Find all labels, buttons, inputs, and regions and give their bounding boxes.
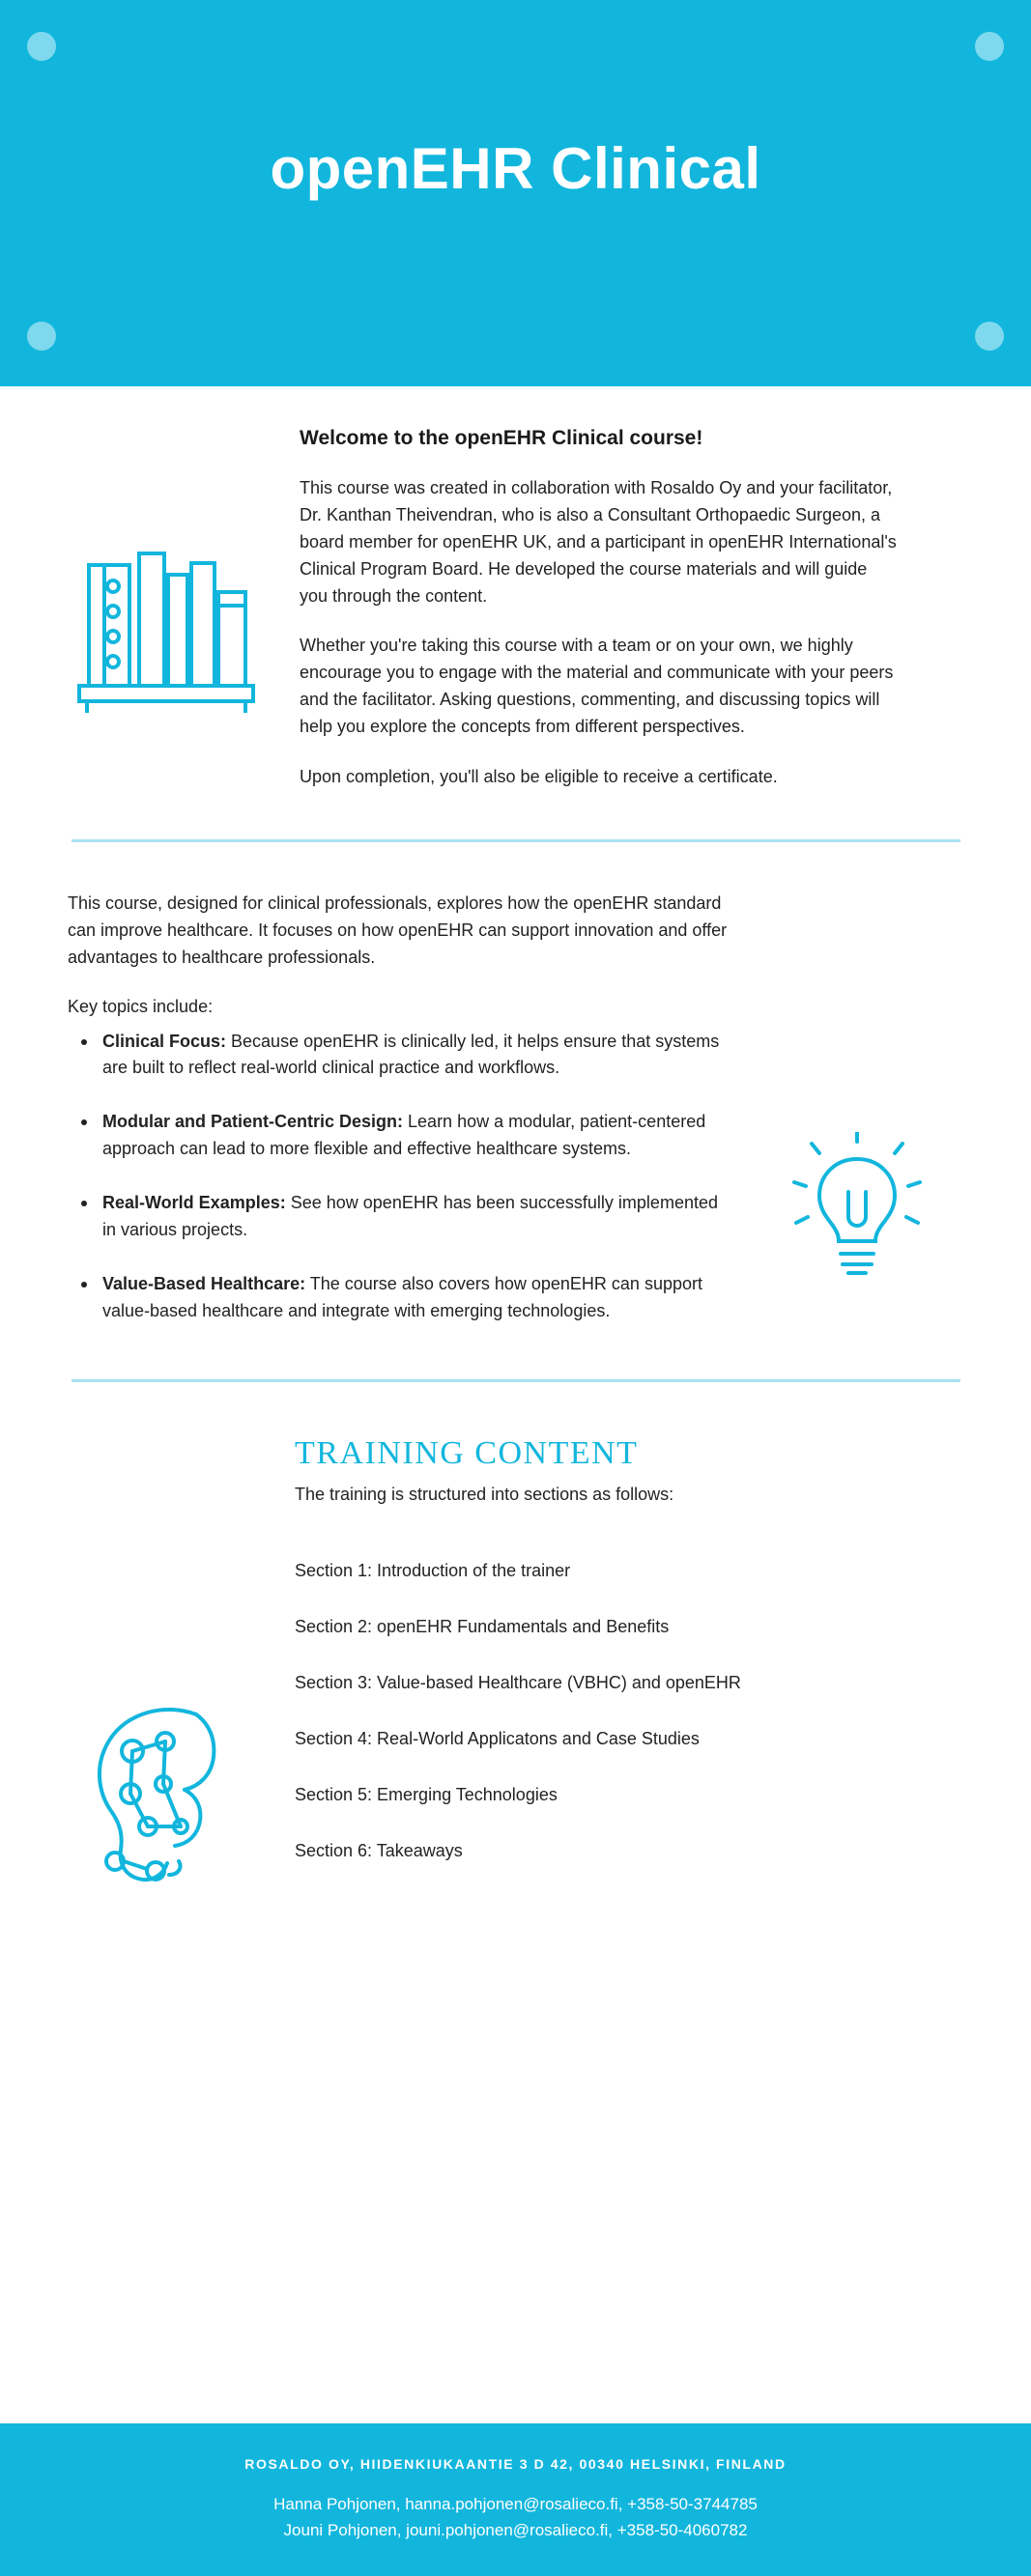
- topic-term: Value-Based Healthcare:: [102, 1273, 306, 1293]
- training-sections-list: [295, 1561, 963, 1861]
- topic-text: Because openEHR is clinically led, it helps ensure that systems are built to reflect real-world clinical practice and workflows.: [102, 1031, 720, 1078]
- list-item: [68, 1109, 725, 1163]
- books-icon: [68, 536, 261, 720]
- list-item: Section 6: Takeaways: [295, 1840, 463, 1860]
- topic-term: Real-World Examples:: [102, 1193, 286, 1213]
- decorative-dot-bottom-right: [975, 322, 1004, 351]
- list-item: Section 4: Real-World Applicatons and Case Studies: [295, 1728, 700, 1748]
- list-item: Section 2: openEHR Fundamentals and Benefits: [295, 1616, 670, 1636]
- intro-body: [300, 475, 899, 791]
- intro-paragraph-1: This course was created in collaboration with Rosaldo Oy and your facilitator, Dr. Kanthan Theivendran, who is also a Consultant Orthopaedic Surgeon, a board member for openEHR UK, and a participant in openEHR International's Clinical Program Board. He developed the course materials and will guide you through the content.: [300, 478, 897, 606]
- decorative-dot-top-left: [27, 32, 56, 61]
- footer-contact-2: Jouni Pohjonen, jouni.pohjonen@rosalieco.fi, +358-50-4060782: [283, 2521, 748, 2540]
- intro-section: [0, 386, 1031, 791]
- topic-text: Learn how a modular, patient-centered approach can lead to more flexible and effective healthcare systems.: [102, 1112, 706, 1159]
- decorative-dot-bottom-left: [27, 322, 56, 351]
- page-footer: [0, 2423, 1031, 2576]
- list-item: [68, 1271, 725, 1325]
- page-header: [0, 0, 1031, 386]
- overview-intro: This course, designed for clinical professionals, explores how the openEHR standard can improve healthcare. It focuses on how openEHR can support innovation and offer advantages to healthcare professionals.: [68, 892, 728, 967]
- training-content-section: [0, 1382, 1031, 1861]
- overview-section: [0, 842, 1031, 1325]
- list-item: Section 5: Emerging Technologies: [295, 1784, 558, 1804]
- key-topics-label: Key topics include:: [68, 996, 214, 1016]
- lightbulb-icon: [785, 1132, 930, 1291]
- topic-text: The course also covers how openEHR can support value-based healthcare and integrate with emerging technologies.: [102, 1273, 702, 1320]
- intro-paragraph-3: Upon completion, you'll also be eligible to receive a certificate.: [300, 767, 778, 787]
- training-content-subtitle: The training is structured into sections as follows:: [295, 1484, 674, 1504]
- list-item: Section 3: Value-based Healthcare (VBHC) and openEHR: [295, 1672, 741, 1692]
- intro-paragraph-2: Whether you're taking this course with a team or on your own, we highly encourage you to engage with the material and communicate with your peers and the facilitator. Asking questions, commenting, and discussing topics will help you explore the concepts from different perspectives.: [300, 636, 894, 737]
- topic-term: Clinical Focus:: [102, 1031, 227, 1051]
- brain-circuit-icon: [72, 1691, 256, 1909]
- list-item: [68, 1190, 725, 1244]
- list-item: [68, 1029, 725, 1083]
- training-content-title: TRAINING CONTENT: [295, 1434, 639, 1471]
- list-item: Section 1: Introduction of the trainer: [295, 1560, 571, 1580]
- decorative-dot-top-right: [975, 32, 1004, 61]
- intro-heading: Welcome to the openEHR Clinical course!: [300, 427, 703, 449]
- topic-text: See how openEHR has been successfully implemented in various projects.: [102, 1193, 718, 1240]
- footer-contact-1: Hanna Pohjonen, hanna.pohjonen@rosalieco.fi, +358-50-3744785: [273, 2495, 758, 2513]
- topic-term: Modular and Patient-Centric Design:: [102, 1112, 404, 1132]
- footer-address: ROSALDO OY, HIIDENKIUKAANTIE 3 D 42, 00340 HELSINKI, FINLAND: [244, 2456, 787, 2472]
- page-title: openEHR Clinical: [270, 136, 761, 201]
- key-topics-list: [68, 1029, 725, 1325]
